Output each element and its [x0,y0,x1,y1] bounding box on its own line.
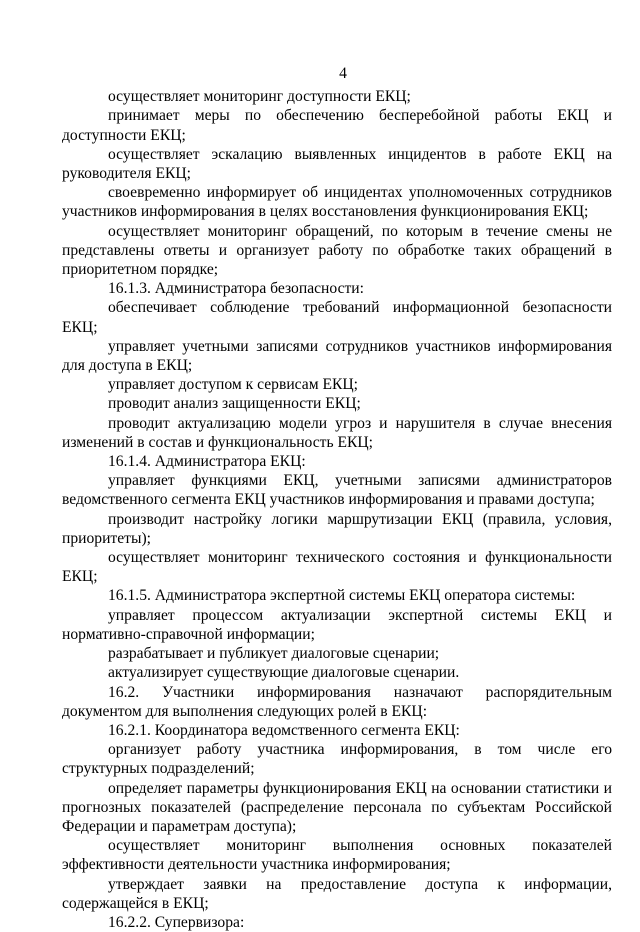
paragraph: утверждает заявки на предоставление доступа к информации, содержащейся в ЕКЦ; [62,875,612,912]
paragraph: проводит анализ защищенности ЕКЦ; [108,395,361,413]
paragraph: осуществляет мониторинг выполнения основных показателей эффективности деятельности участника информирования; [62,837,612,874]
paragraph: разрабатывает и публикует диалоговые сценарии; [108,645,440,663]
section-heading: 16.1.4. Администратора ЕКЦ: [108,453,306,471]
paragraph: управляет доступом к сервисам ЕКЦ; [108,376,358,394]
paragraph: осуществляет эскалацию выявленных инцидентов в работе ЕКЦ на руководителя ЕКЦ; [62,145,612,183]
section-heading: 16.1.3. Администратора безопасности: [108,280,364,298]
paragraph: осуществляет мониторинг обращений, по которым в течение смены не представлены ответы и организует работу по обработке таких обращений в приоритетном порядке; [62,222,612,279]
paragraph: принимает меры по обеспечению бесперебойной работы ЕКЦ и доступности ЕКЦ; [62,107,612,144]
section-heading: 16.2. Участники информирования назначают распорядительным документом для выполнения следующих ролей в ЕКЦ: [62,683,612,720]
paragraph: производит настройку логики маршрутизации ЕКЦ (правила, условия, приоритеты); [62,510,612,547]
paragraph: определяет параметры функционирования ЕКЦ на основании статистики и прогнозных показателей (распределение персонала по субъектам Российской Федерации и параметрам доступа); [62,779,612,835]
paragraph: управляет процессом актуализации экспертной системы ЕКЦ и нормативно-справочной информации; [62,606,612,643]
section-heading: 16.2.2. Супервизора: [108,913,245,931]
paragraph: проводит актуализацию модели угроз и нарушителя в случае внесения изменений в состав и функциональность ЕКЦ; [62,414,612,451]
page-number: 4 [339,65,347,82]
paragraph: актуализирует существующие диалоговые сценарии. [108,664,460,682]
paragraph: обеспечивает соблюдение требований информационной безопасности ЕКЦ; [62,299,612,336]
section-heading: 16.2.1. Координатора ведомственного сегмента ЕКЦ: [108,721,460,739]
paragraph: осуществляет мониторинг доступности ЕКЦ; [108,88,411,106]
paragraph: управляет функциями ЕКЦ, учетными записями администраторов ведомственного сегмента ЕКЦ участников информирования и правами доступа; [62,472,612,509]
paragraph: осуществляет мониторинг технического состояния и функциональности ЕКЦ; [62,549,612,586]
paragraph: организует работу участника информирования, в том числе его структурных подразделений; [62,741,612,778]
paragraph: своевременно информирует об инцидентах уполномоченных сотрудников участников информирования в целях восстановления функционирования ЕКЦ; [62,184,612,221]
paragraph: управляет учетными записями сотрудников участников информирования для доступа в ЕКЦ; [62,337,612,375]
section-heading: 16.1.5. Администратора экспертной системы ЕКЦ оператора системы: [108,587,576,605]
document-page [62,64,612,932]
